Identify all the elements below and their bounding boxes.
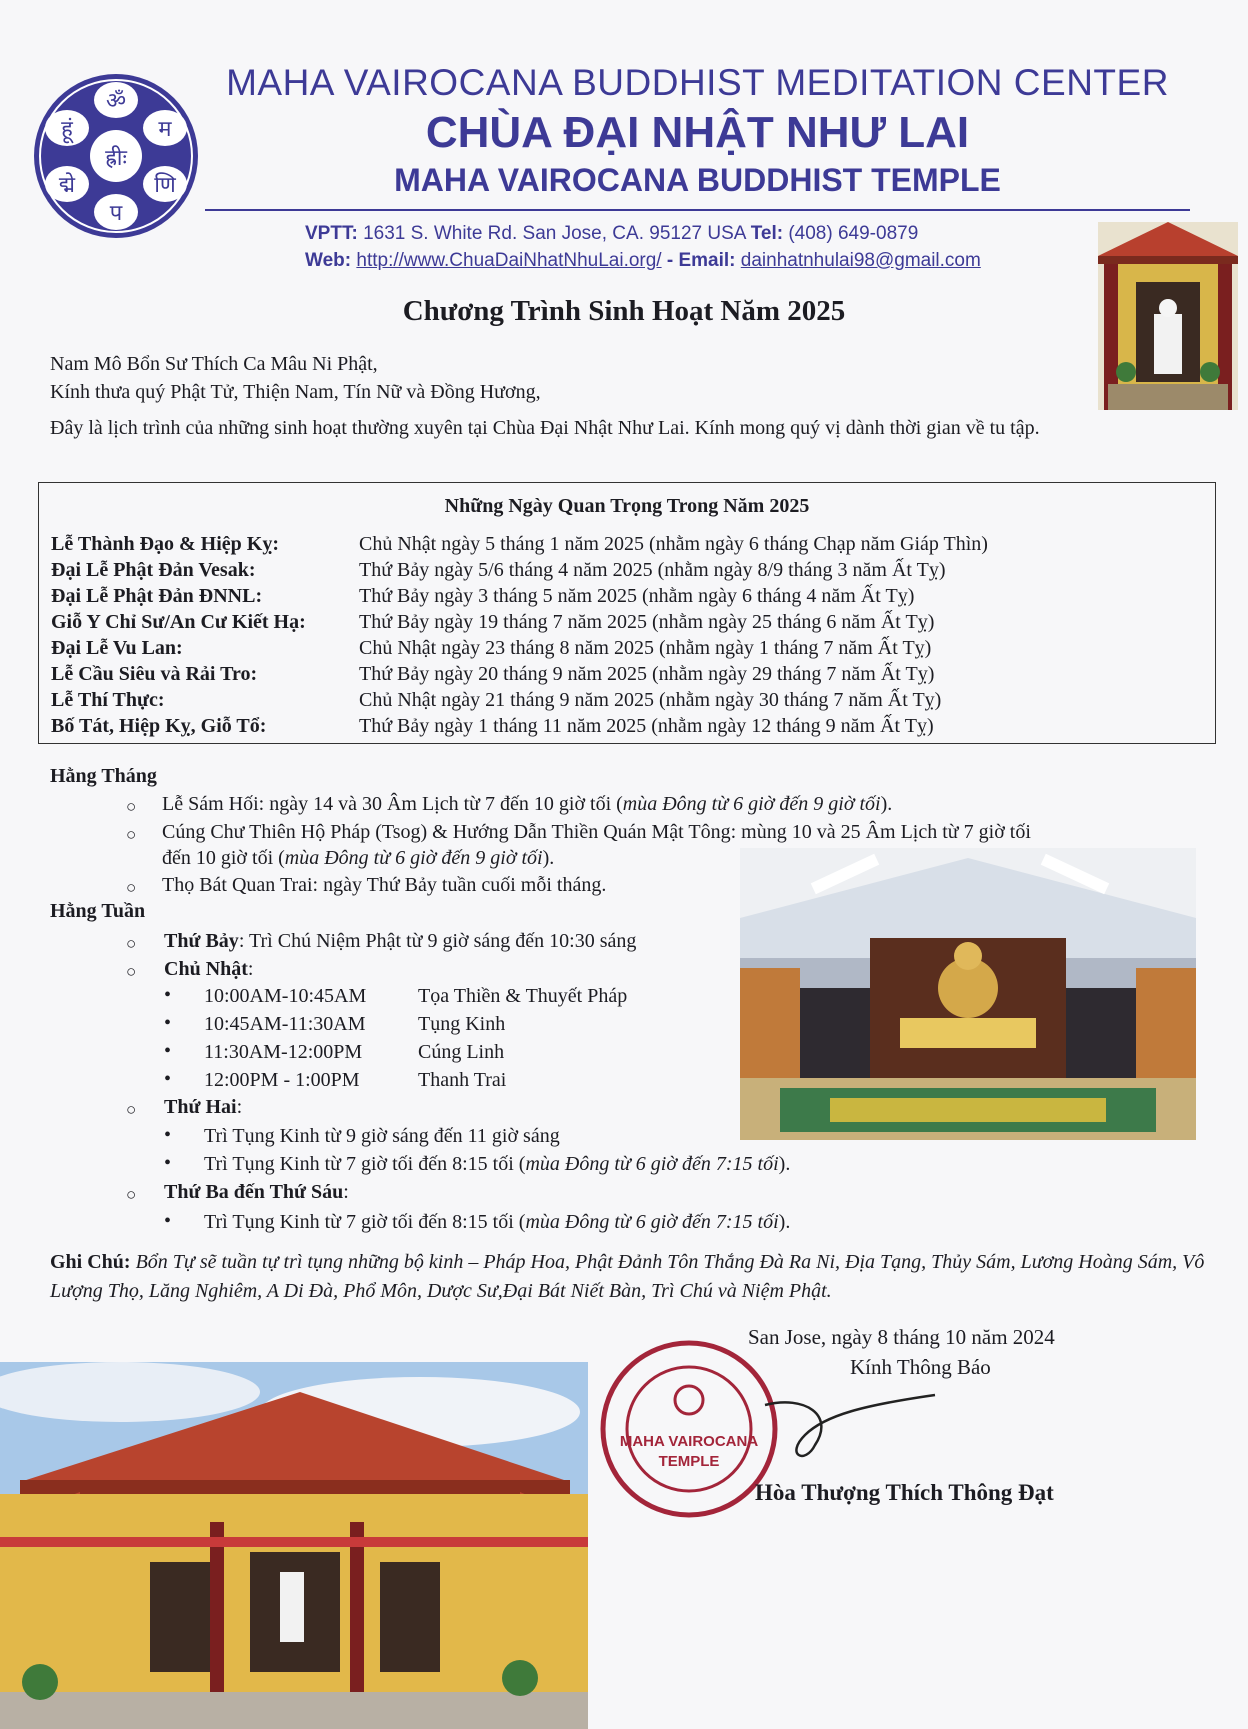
hollow-bullet-icon: ○	[126, 934, 137, 953]
signer-name: Hòa Thượng Thích Thông Đạt	[755, 1480, 1054, 1505]
temple-logo-icon	[30, 70, 202, 242]
date-value: Thứ Bảy ngày 5/6 tháng 4 năm 2025 (nhằm ngày 8/9 tháng 3 năm Ất Tỵ)	[359, 559, 946, 581]
sunday-activity: Thanh Trai	[418, 1069, 507, 1091]
svg-text:प: प	[109, 201, 123, 226]
sunday-time: 11:30AM-12:00PM	[204, 1041, 363, 1063]
svg-text:द्मे: द्मे	[58, 173, 76, 198]
temple-name-en: MAHA VAIROCANA BUDDHIST TEMPLE	[394, 162, 1001, 198]
main-hall-photo	[740, 848, 1196, 1140]
tel: (408) 649-0879	[788, 223, 919, 244]
date-label: Giỗ Y Chỉ Sư/An Cư Kiết Hạ:	[51, 611, 306, 633]
date-label: Đại Lễ Phật Đản ĐNNL:	[51, 585, 263, 607]
date-value: Thứ Bảy ngày 1 tháng 11 năm 2025 (nhằm ngày 12 tháng 9 năm Ất Tỵ)	[359, 715, 934, 737]
bullet-icon: •	[164, 1152, 172, 1174]
svg-text:म: म	[158, 117, 172, 142]
header-divider	[205, 209, 1190, 211]
stamp-text: MAHA VAIROCANA	[619, 1433, 759, 1450]
sunday-activity: Tọa Thiền & Thuyết Pháp	[418, 985, 628, 1007]
temple-name-vi: CHÙA ĐẠI NHẬT NHƯ LAI	[425, 108, 970, 157]
page-title: Chương Trình Sinh Hoạt Năm 2025	[402, 295, 846, 327]
date-label: Đại Lễ Vu Lan:	[51, 637, 183, 659]
note-text: Bổn Tự sẽ tuần tự trì tụng những bộ kinh – Pháp Hoa, Phật Đảnh Tôn Thắng Đà Ra Ni, Địa Tạng, Thủy Sám, Lương Hoàng Sám, Vô Lượng Thọ, Lăng Nghiêm, A Di Đà, Phổ Môn, Dược Sư,Đại Bát Niết Bàn, Trì Chú và Niệm Phật.	[50, 1251, 1205, 1302]
bullet-icon: •	[164, 1124, 172, 1146]
web-line	[305, 250, 1105, 272]
address-line	[305, 223, 1105, 245]
signature-closing: Kính Thông Báo	[850, 1355, 991, 1379]
note-paragraph	[50, 1248, 1210, 1306]
tuefri-label: Thứ Ba đến Thứ Sáu:	[164, 1181, 349, 1203]
tel-label: Tel:	[750, 223, 784, 244]
sunday-label: Chủ Nhật:	[164, 958, 254, 980]
note-label: Ghi Chú:	[50, 1251, 131, 1273]
address: 1631 S. White Rd. San Jose, CA. 95127 USA	[363, 223, 746, 244]
hollow-bullet-icon: ○	[126, 878, 137, 897]
monthly-item: Cúng Chư Thiên Hộ Pháp (Tsog) & Hướng Dẫn Thiền Quán Mật Tông: mùng 10 và 25 Âm Lịch từ 7 giờ tối	[162, 821, 1031, 843]
greeting-line: Nam Mô Bổn Sư Thích Ca Mâu Ni Phật,	[50, 353, 378, 375]
greeting	[50, 350, 541, 406]
sunday-activity: Cúng Linh	[418, 1041, 505, 1063]
date-value: Thứ Bảy ngày 19 tháng 7 năm 2025 (nhằm ngày 25 tháng 6 năm Ất Tỵ)	[359, 611, 935, 633]
date-value: Chủ Nhật ngày 23 tháng 8 năm 2025 (nhằm ngày 1 tháng 7 năm Ất Tỵ)	[359, 637, 932, 659]
signature-date: San Jose, ngày 8 tháng 10 năm 2024	[748, 1325, 1055, 1349]
greeting-line: Kính thưa quý Phật Tử, Thiện Nam, Tín Nữ và Đồng Hương,	[50, 381, 541, 403]
temple-building-photo	[0, 1362, 588, 1729]
bullet-icon: •	[164, 984, 172, 1006]
bullet-icon: •	[164, 1040, 172, 1062]
bullet-icon: •	[164, 1012, 172, 1034]
date-label: Bố Tát, Hiệp Kỵ, Giỗ Tổ:	[51, 715, 267, 737]
hollow-bullet-icon: ○	[126, 797, 137, 816]
svg-text:ह्रीः: ह्रीः	[105, 146, 127, 171]
date-value: Thứ Bảy ngày 20 tháng 9 năm 2025 (nhằm ngày 29 tháng 7 năm Ất Tỵ)	[359, 663, 935, 685]
weekly-heading: Hằng Tuần	[50, 900, 146, 922]
hollow-bullet-icon: ○	[126, 962, 137, 981]
date-value: Chủ Nhật ngày 21 tháng 9 năm 2025 (nhằm ngày 30 tháng 7 năm Ất Tỵ)	[359, 689, 942, 711]
address-label: VPTT:	[305, 223, 358, 244]
date-label: Lễ Thí Thực:	[51, 689, 165, 711]
monthly-item-cont: đến 10 giờ tối (mùa Đông từ 6 giờ đến 9 giờ tối).	[162, 847, 555, 869]
hollow-bullet-icon: ○	[126, 1185, 137, 1204]
svg-text:हूं: हूं	[61, 117, 73, 142]
date-label: Lễ Cầu Siêu và Rải Tro:	[51, 663, 258, 685]
sunday-time: 10:45AM-11:30AM	[204, 1013, 366, 1035]
monday-label: Thứ Hai:	[164, 1096, 243, 1118]
intro-paragraph: Đây là lịch trình của những sinh hoạt thường xuyên tại Chùa Đại Nhật Như Lai. Kính mong quý vị dành thời gian về tu tập.	[50, 417, 1040, 439]
important-dates-box	[38, 482, 1216, 744]
date-label: Lễ Thành Đạo & Hiệp Kỵ:	[51, 533, 279, 555]
bullet-icon: •	[164, 1210, 172, 1232]
handwritten-signature-icon	[745, 1385, 945, 1475]
date-value: Thứ Bảy ngày 3 tháng 5 năm 2025 (nhằm ngày 6 tháng 4 năm Ất Tỵ)	[359, 585, 915, 607]
svg-text:ॐ: ॐ	[105, 89, 127, 114]
sunday-activity: Tụng Kinh	[418, 1013, 506, 1035]
monthly-item: Lễ Sám Hối: ngày 14 và 30 Âm Lịch từ 7 đến 10 giờ tối (mùa Đông từ 6 giờ đến 9 giờ tối).	[162, 793, 893, 815]
sunday-time: 10:00AM-10:45AM	[204, 985, 367, 1007]
monday-item: Trì Tụng Kinh từ 7 giờ tối đến 8:15 tối (mùa Đông từ 6 giờ đến 7:15 tối).	[204, 1153, 791, 1175]
email-link[interactable]: dainhatnhulai98@gmail.com	[740, 250, 981, 271]
hollow-bullet-icon: ○	[126, 825, 137, 844]
bullet-icon: •	[164, 1068, 172, 1090]
date-label: Đại Lễ Phật Đản Vesak:	[51, 559, 256, 581]
center-name-en: MAHA VAIROCANA BUDDHIST MEDITATION CENTER	[226, 62, 1169, 103]
important-dates-title: Những Ngày Quan Trọng Trong Năm 2025	[444, 495, 810, 517]
hollow-bullet-icon: ○	[126, 1100, 137, 1119]
monthly-heading: Hằng Tháng	[50, 765, 157, 787]
email-label: - Email:	[666, 250, 736, 271]
monthly-item: Thọ Bát Quan Trai: ngày Thứ Bảy tuần cuối mỗi tháng.	[162, 874, 607, 896]
stamp-text: TEMPLE	[658, 1453, 720, 1470]
web-label: Web:	[305, 250, 352, 271]
tuefri-item: Trì Tụng Kinh từ 7 giờ tối đến 8:15 tối (mùa Đông từ 6 giờ đến 7:15 tối).	[204, 1211, 791, 1233]
monday-item: Trì Tụng Kinh từ 9 giờ sáng đến 11 giờ sáng	[204, 1125, 560, 1147]
svg-text:णि: णि	[154, 173, 176, 198]
date-value: Chủ Nhật ngày 5 tháng 1 năm 2025 (nhằm ngày 6 tháng Chạp năm Giáp Thìn)	[359, 533, 988, 555]
sunday-time: 12:00PM - 1:00PM	[204, 1069, 360, 1091]
website-link[interactable]: http://www.ChuaDaiNhatNhuLai.org/	[356, 250, 662, 271]
saturday-item: Thứ Bảy: Trì Chú Niệm Phật từ 9 giờ sáng đến 10:30 sáng	[164, 930, 637, 952]
